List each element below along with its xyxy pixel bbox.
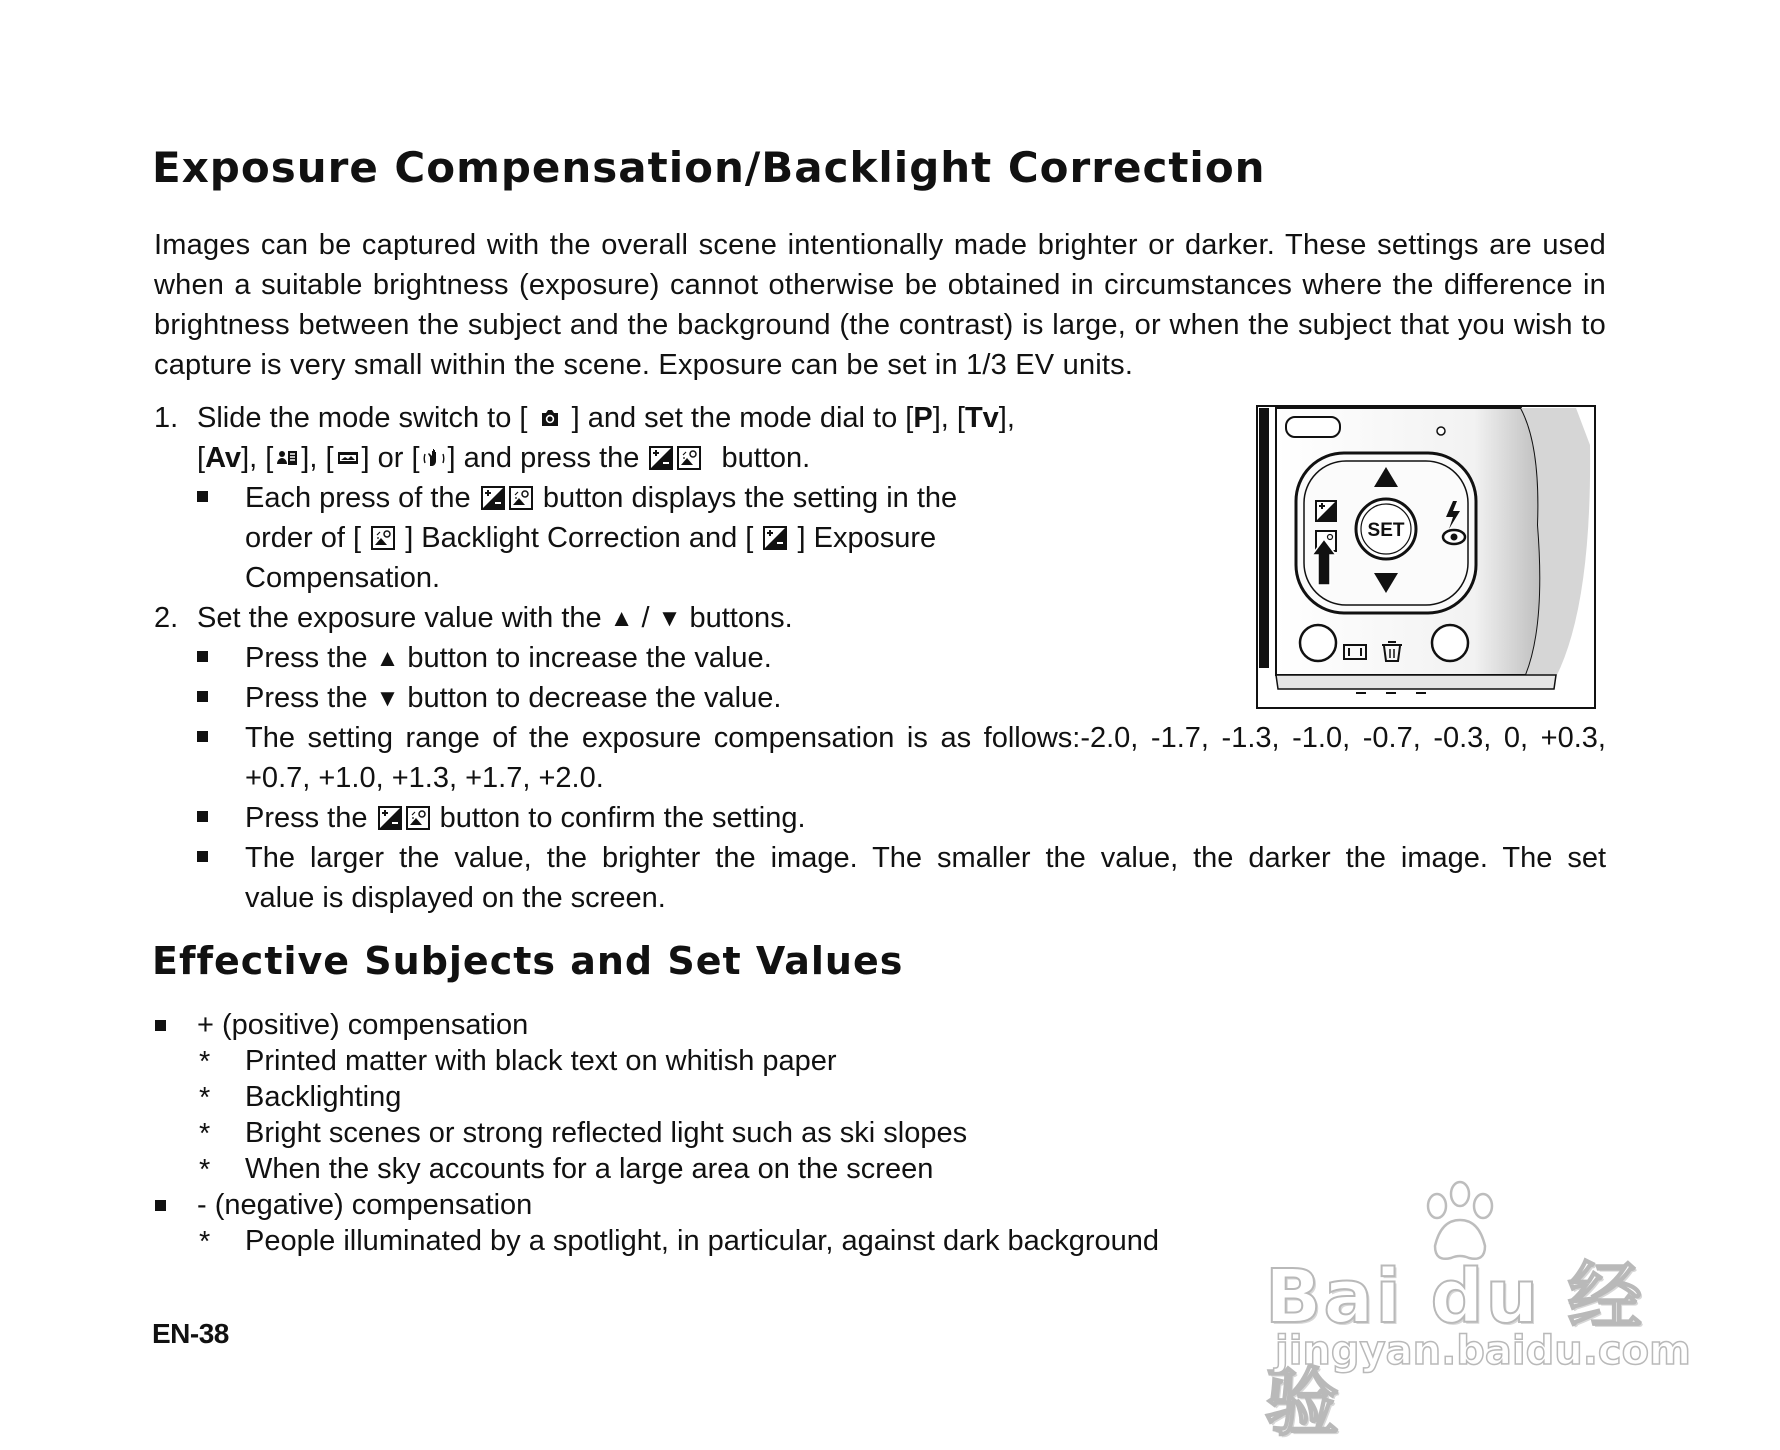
backlight-icon: [509, 486, 533, 510]
bullet: [197, 851, 208, 862]
step-number: 1.: [154, 402, 179, 434]
positive-item: Backlighting: [245, 1081, 402, 1113]
exposure-compensation-icon: [378, 806, 402, 830]
red-eye-icon: [1443, 530, 1465, 544]
section-heading: Effective Subjects and Set Values: [152, 939, 904, 983]
set-button-label: SET: [1367, 520, 1405, 541]
step2-bullet4: Press the button to confirm the setting.: [245, 802, 806, 834]
bullet: [197, 811, 208, 822]
intro-paragraph: Images can be captured with the overall scene intentionally made brighter or darker. These settings are used when a suitable brightness (exposure) cannot otherwise be obtained in circumstances where the difference in brightness between the subject and the background (the contrast) is large, or when the subject that you wish to capture is very small within the scene. Exposure can be set in 1/3 EV units.: [154, 229, 1606, 381]
bullet: [197, 731, 208, 742]
step1-sub-line1: Each press of the button displays the setting in the: [245, 482, 958, 514]
page-title: Exposure Compensation/Backlight Correction: [152, 143, 1266, 192]
watermark-url: jingyan.baidu.com: [1275, 1328, 1691, 1374]
panorama-icon: [336, 446, 360, 470]
positive-item: Printed matter with black text on whitish paper: [245, 1045, 837, 1077]
down-arrow-icon: ▼: [375, 685, 400, 712]
exposure-compensation-icon: [763, 526, 787, 550]
step2-bullet5-line2: value is displayed on the screen.: [245, 882, 666, 914]
backlight-icon: [406, 806, 430, 830]
step2-bullet5-line1: The larger the value, the brighter the image. The smaller the value, the darker the image. The set: [245, 842, 1606, 874]
step1-line1: Slide the mode switch to [ ] and set the mode dial to [P], [Tv],: [197, 402, 1015, 434]
page-number: EN-38: [152, 1318, 229, 1349]
step1-sub-line2: order of [ ] Backlight Correction and [ ] Exposure: [245, 522, 937, 554]
camera-icon: [538, 406, 562, 430]
step1-sub-line3: Compensation.: [245, 562, 441, 594]
exposure-compensation-icon: [481, 486, 505, 510]
anti-shake-icon: [422, 446, 446, 470]
bullet: [197, 491, 208, 502]
step2-bullet1: Press the ▲ button to increase the value.: [245, 638, 772, 679]
up-arrow-icon: ▲: [609, 605, 634, 632]
step2-bullet3-line2: +0.7, +1.0, +1.3, +1.7, +2.0.: [245, 762, 604, 794]
asterisk: *: [199, 1046, 211, 1078]
negative-compensation-label: - (negative) compensation: [197, 1189, 533, 1221]
positive-item: Bright scenes or strong reflected light such as ski slopes: [245, 1117, 968, 1149]
bullet: [155, 1020, 166, 1031]
scene-mode-icon: [275, 446, 299, 470]
bullet: [155, 1200, 166, 1211]
baidu-watermark: [1265, 1180, 1691, 1446]
asterisk: *: [199, 1118, 211, 1150]
down-arrow-icon: ▼: [657, 605, 682, 632]
negative-item: People illuminated by a spotlight, in particular, against dark background: [245, 1225, 1160, 1257]
step2-line1: Set the exposure value with the ▲ / ▼ buttons.: [197, 598, 793, 639]
asterisk: *: [199, 1154, 211, 1186]
asterisk: *: [199, 1226, 211, 1258]
up-arrow-icon: ▲: [375, 645, 400, 672]
positive-item: When the sky accounts for a large area on the screen: [245, 1153, 934, 1185]
exposure-compensation-icon: [1316, 501, 1336, 521]
step-number: 2.: [154, 602, 179, 634]
asterisk: *: [199, 1082, 211, 1114]
positive-compensation-label: + (positive) compensation: [197, 1009, 529, 1041]
watermark-brand: Bai du 经验: [1265, 1254, 1644, 1446]
exposure-compensation-icon: [649, 446, 673, 470]
step1-line2: [Av], [ ], [ ] or [ ] and press the button.: [197, 442, 811, 474]
bullet: [197, 651, 208, 662]
step2-bullet3-line1: The setting range of the exposure compensation is as follows:-2.0, -1.7, -1.3, -1.0, -0.7, -0.3, 0, +0.3,: [245, 722, 1606, 754]
camera-back-illustration: [1256, 405, 1596, 709]
bullet: [197, 691, 208, 702]
step2-bullet2: Press the ▼ button to decrease the value.: [245, 678, 781, 719]
backlight-icon: [677, 446, 701, 470]
backlight-icon: [371, 526, 395, 550]
